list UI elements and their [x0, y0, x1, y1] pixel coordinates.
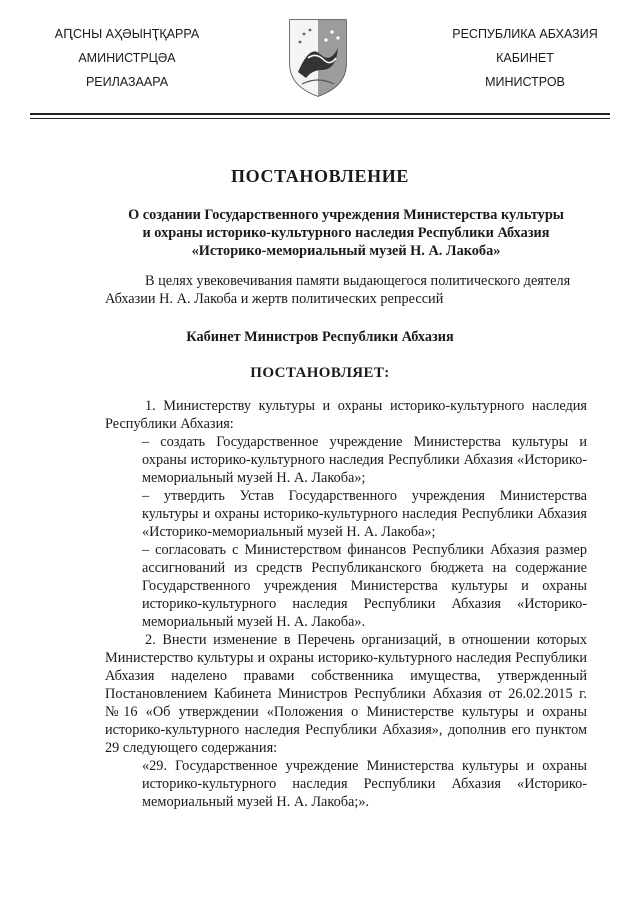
- header-russian-line-1: РЕСПУБЛИКА АБХАЗИЯ: [452, 27, 598, 41]
- header-rule-thick: [30, 113, 610, 115]
- header-abkhaz-line-1: АԤСНЫ АҲӘЫНҬҚАРРА: [54, 27, 200, 41]
- document-subject: [105, 206, 587, 260]
- subject-line-2: и охраны историко-культурного наследия Республики Абхазия: [142, 225, 550, 241]
- header-rule-thin: [30, 118, 610, 119]
- subject-line-3: «Историко-мемориальный музей Н. А. Лакоба»: [191, 243, 501, 259]
- preamble: [105, 272, 587, 308]
- state-emblem-icon: [286, 14, 350, 98]
- header-abkhaz-line-2: АМИНИСТРЦӘА: [78, 51, 176, 65]
- item-1: 1. Министерству культуры и охраны историко-культурного наследия Республики Абхазия:: [105, 398, 587, 432]
- issuing-body: Кабинет Министров Республики Абхазия: [186, 329, 454, 345]
- header-russian-line-2: КАБИНЕТ: [496, 51, 554, 65]
- header-abkhaz-line-3: РЕИЛАЗААРА: [85, 75, 169, 89]
- preamble-line-1: В целях увековечивания памяти выдающегося политического деятеля: [145, 273, 571, 289]
- header-abkhaz-block: [42, 22, 212, 94]
- item-1-sub-3: – согласовать с Министерством финансов Республики Абхазия размер ассигнований из средств Республиканского бюджета на содержание Государственного учреждения Министерства культуры и охраны историко-культурного наследия Республики Абхазия «Историко-мемориальный музей Н. А. Лакоба».: [142, 542, 587, 630]
- document-title: ПОСТАНОВЛЕНИЕ: [231, 166, 409, 186]
- item-2: 2. Внести изменение в Перечень организаций, в отношении которых Министерство культуры и охраны историко-культурного наследия Республики Абхазия наделено правами собственника имущества, утвержденный Постановлением Кабинета Министров Республики Абхазия от 26.02.2015 г. №16 «Об утверждении «Положения о Министерстве культуры и охраны историко-культурного наследия Республики Абхазия», дополнив его пунктом 29 следующего содержания:: [105, 632, 587, 756]
- header-russian-block: [440, 22, 610, 94]
- resolution-body: [105, 397, 587, 811]
- header-russian-line-3: МИНИСТРОВ: [485, 75, 565, 89]
- item-2-quote: «29. Государственное учреждение Министерства культуры и охраны историко-культурного наследия Республики Абхазия «Историко-мемориальный музей Н. А. Лакоба;».: [142, 758, 587, 810]
- item-1-sub-2: – утвердить Устав Государственного учреждения Министерства культуры и охраны историко-культурного наследия Республики Абхазия «Историко-мемориальный музей Н. А. Лакоба»;: [142, 488, 587, 540]
- item-1-sub-1: – создать Государственное учреждение Министерства культуры и охраны историко-культурного наследия Республики Абхазия «Историко-мемориальный музей Н. А. Лакоба»;: [142, 434, 587, 486]
- preamble-line-2: Абхазии Н. А. Лакоба и жертв политических репрессий: [105, 291, 444, 307]
- resolves-heading: ПОСТАНОВЛЯЕТ:: [250, 365, 390, 381]
- subject-line-1: О создании Государственного учреждения Министерства культуры: [128, 207, 564, 223]
